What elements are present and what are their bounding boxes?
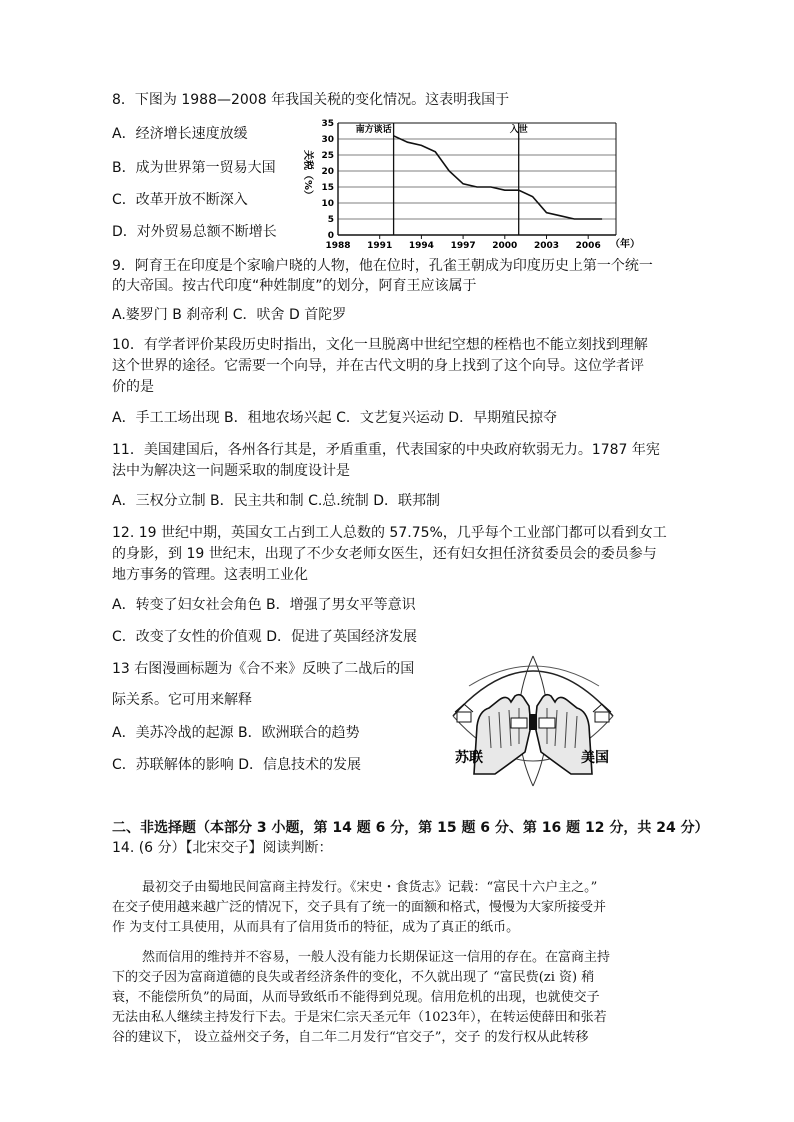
passage-p2-line1: 然而信用的维持并不容易，一般人没有能力长期保证这一信用的存在。在富商主持 — [142, 950, 611, 965]
annotation-label: 入世 — [509, 125, 528, 135]
passage-p2-line5: 谷的建议下， 设立益州交子务，自二年二月发行“官交子”，交子 的发行权从此转移 — [112, 1030, 589, 1045]
y-tick-label: 20 — [321, 167, 334, 177]
q12-stem-line2: 的身影，到 19 世纪末，出现了不少女老师女医生，还有妇女担任济贫委员会的委员参与 — [112, 546, 657, 562]
q8-option-d: D．对外贸易总额不断增长 — [112, 224, 277, 240]
q10-stem-line2: 这个世界的途径。它需要一个向导，并在古代文明的身上找到了这个向导。这位学者评 — [112, 358, 644, 374]
q11-stem-line2: 法中为解决这一问题采取的制度设计是 — [112, 463, 350, 479]
x-tick-label: 1991 — [367, 241, 393, 251]
x-tick-label: 1988 — [325, 241, 351, 251]
tariff-series-line — [394, 136, 602, 219]
q12-stem-line1: 12. 19 世纪中期，英国女工占到工人总数的 57.75%，几乎每个工业部门都可以看到女工 — [112, 525, 667, 541]
q8-stem: 8．下图为 1988—2008 年我国关税的变化情况。这表明我国于 — [112, 92, 510, 108]
section2-heading: 二、非选择题（本部分 3 小题，第 14 题 6 分，第 15 题 6 分、第 16 题 12 分，共 24 分） — [112, 820, 709, 836]
q13-options-row2: C．苏联解体的影响 D．信息技术的发展 — [112, 757, 362, 773]
q14-title: 14. (6 分）【北宋交子】阅读判断： — [112, 840, 333, 856]
q11-stem-line1: 11．美国建国后，各州各行其是，矛盾重重，代表国家的中央政府软弱无力。1787 年宪 — [112, 442, 660, 458]
y-tick-label: 5 — [327, 215, 334, 225]
hebulai-cartoon — [449, 656, 617, 786]
y-tick-label: 15 — [321, 183, 334, 193]
passage-p1-line2: 在交子使用越来越广泛的情况下，交子具有了统一的面额和格式，慢慢为大家所接受并 — [112, 900, 607, 915]
chart-x-unit: （年） — [610, 239, 640, 250]
chart-grid — [338, 123, 616, 219]
x-tick-label: 2006 — [575, 241, 601, 251]
cartoon-label-ussr: 苏联 — [455, 750, 483, 766]
q13-stem-line2: 际关系。它可用来解释 — [112, 692, 252, 708]
x-tick-label: 1997 — [450, 241, 476, 251]
passage-p1-line3: 作 为支付工具使用，从而具有了信用货币的特征，成为了真正的纸币。 — [112, 920, 520, 935]
y-tick-label: 30 — [321, 135, 334, 145]
q10-options: A．手工工场出现 B．租地农场兴起 C．文艺复兴运动 D．早期殖民掠夺 — [112, 410, 558, 426]
passage-p2-line2: 下的交子因为富商道德的良失或者经济条件的变化，不久就出现了 “富民赀(zi 资) 稍 — [112, 970, 595, 985]
x-tick-label: 2000 — [492, 241, 518, 251]
q12-stem-line3: 地方事务的管理。这表明工业化 — [112, 567, 308, 583]
q9-options: A.婆罗门 B 刹帝利 C．吠舍 D 首陀罗 — [112, 307, 347, 323]
passage-p2-line4: 无法由私人继续主持发行下去。于是宋仁宗天圣元年（1023年），在转运使薛田和张若 — [112, 1010, 607, 1025]
y-tick-label: 35 — [321, 119, 334, 129]
y-tick-label: 10 — [321, 199, 334, 209]
tariff-line-chart — [288, 115, 640, 255]
y-tick-label: 0 — [327, 231, 334, 241]
q9-stem-line1: 9．阿育王在印度是个家喻户晓的人物，他在位时，孔雀王朝成为印度历史上第一个统一 — [112, 258, 653, 274]
q13-options-row1: A．美苏冷战的起源 B．欧洲联合的趋势 — [112, 725, 360, 741]
q8-option-c: C．改革开放不断深入 — [112, 192, 248, 208]
q12-options-row2: C．改变了女性的价值观 D．促进了英国经济发展 — [112, 629, 418, 645]
passage-p1-line1: 最初交子由蜀地民间富商主持发行。《宋史・食货志》记载：“富民十六户主之。” — [142, 880, 598, 895]
q11-options: A．三权分立制 B．民主共和制 C.总.统制 D．联邦制 — [112, 493, 440, 509]
passage-p2-line3: 衰，不能偿所负”的局面，从而导致纸币不能得到兑现。信用危机的出现，也就使交子 — [112, 990, 600, 1005]
q10-stem-line1: 10．有学者评价某段历史时指出，文化一旦脱离中世纪空想的桎梏也不能立刻找到理解 — [112, 337, 648, 353]
annotation-label: 南方谈话 — [355, 125, 392, 135]
q9-stem-line2: 的大帝国。按古代印度“种姓制度”的划分，阿育王应该属于 — [112, 278, 477, 294]
q13-stem-line1: 13 右图漫画标题为《合不来》反映了二战后的国 — [112, 661, 415, 677]
x-tick-label: 2003 — [533, 241, 560, 251]
cartoon-label-usa: 美国 — [581, 750, 609, 766]
q8-option-a: A．经济增长速度放缓 — [112, 126, 248, 142]
q8-option-b: B．成为世界第一贸易大国 — [112, 160, 276, 176]
chart-annotations — [356, 123, 528, 235]
q10-stem-line3: 价的是 — [112, 379, 154, 395]
x-tick-label: 1994 — [408, 241, 434, 251]
y-tick-label: 25 — [321, 151, 334, 161]
q12-options-row1: A．转变了妇女社会角色 B．增强了男女平等意识 — [112, 597, 416, 613]
chart-y-axis-label: 关税（%） — [302, 149, 313, 201]
